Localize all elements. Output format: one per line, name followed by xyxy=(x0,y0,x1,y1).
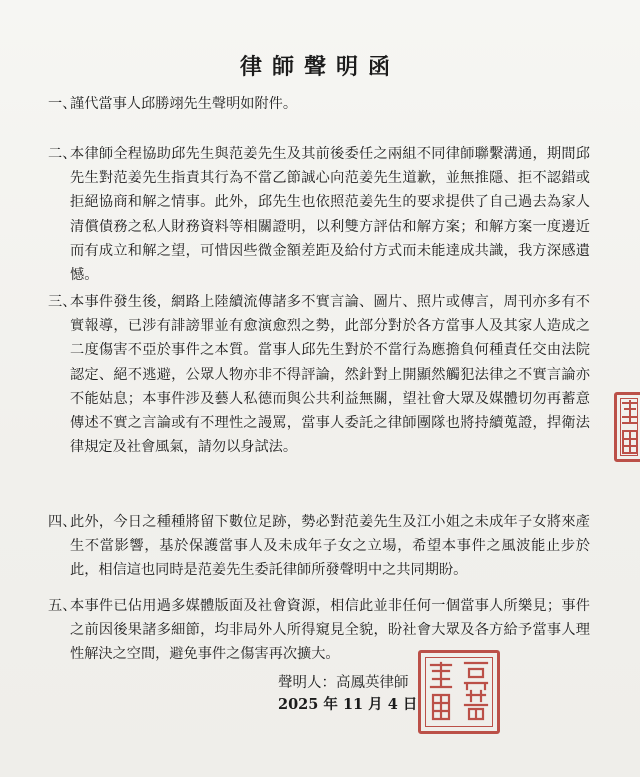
seal-glyph-icon xyxy=(421,653,497,731)
paragraph-number: 二、 xyxy=(48,146,77,162)
paragraph-number: 五、 xyxy=(48,598,77,614)
paragraph-text: 謹代當事人邱勝翊先生聲明如附件。 xyxy=(70,96,298,112)
paragraph-2 xyxy=(48,142,590,287)
signature-date: 2025 年 11 月 4 日 xyxy=(278,696,418,713)
document-title: 律師聲明函 xyxy=(239,54,400,80)
side-seal-stamp xyxy=(614,392,640,462)
lawyer-seal-stamp xyxy=(418,650,500,734)
side-seal-glyph-icon xyxy=(617,395,640,461)
paragraph-number: 三、 xyxy=(48,294,77,310)
paragraph-text: 此外，今日之種種將留下數位足跡，勢必對范姜先生及江小姐之未成年子女將來產生不當影響，基於保護當事人及未成年子女之立場，希望本事件之風波能止步於此，相信這也同時是范姜先生委託律師所發聲明中之共同期盼。 xyxy=(70,514,590,579)
paragraph-5 xyxy=(48,594,590,667)
paragraph-1 xyxy=(48,92,590,116)
paragraph-text: 本律師全程協助邱先生與范姜先生及其前後委任之兩組不同律師聯繫溝通，期間邱先生對范姜先生指責其行為不當乙節誠心向范姜先生道歉，並無推隱、拒不認錯或拒絕協商和解之情事。此外，邱先生也依照范姜先生的要求提供了自己過去為家人清償債務之私人財務資料等相關證明，以利雙方評估和解方案；和解方案一度邊近而有成立和解之望，可惜因些微金額差距及給付方式而未能達成共識，我方深感遺憾。 xyxy=(70,146,590,284)
paragraph-number: 一、 xyxy=(48,96,77,112)
paragraph-3 xyxy=(48,290,590,459)
paragraph-text: 本事件已佔用過多媒體版面及社會資源，相信此並非任何一個當事人所樂見；事件之前因後果諸多細節，均非局外人所得窺見全貌，盼社會大眾及各方給予當事人理性解決之空間，避免事件之傷害再次擴大。 xyxy=(70,598,590,663)
paragraph-4 xyxy=(48,510,590,583)
signer-line: 聲明人：高鳳英律師 xyxy=(278,675,409,691)
paragraph-number: 四、 xyxy=(48,514,77,530)
paragraph-text: 本事件發生後，網路上陸續流傳諸多不實言論、圖片、照片或傳言，周刊亦多有不實報導，已涉有誹謗罪並有愈演愈烈之勢，此部分對於各方當事人及其家人造成之二度傷害不亞於事件之本質。當事人邱先生對於不當行為應擔負何種責任交由法院認定、絕不逃避，公眾人物亦非不得評論，然針對上開顯然觸犯法律之不實言論亦不能姑息；本事件涉及藝人私德而與公共利益無關，望社會大眾及媒體切勿再蓄意傳述不實之言論或有不理性之謾罵，當事人委託之律師團隊也將持續蒐證，捍衛法律規定及社會風氣，請勿以身試法。 xyxy=(70,294,590,456)
